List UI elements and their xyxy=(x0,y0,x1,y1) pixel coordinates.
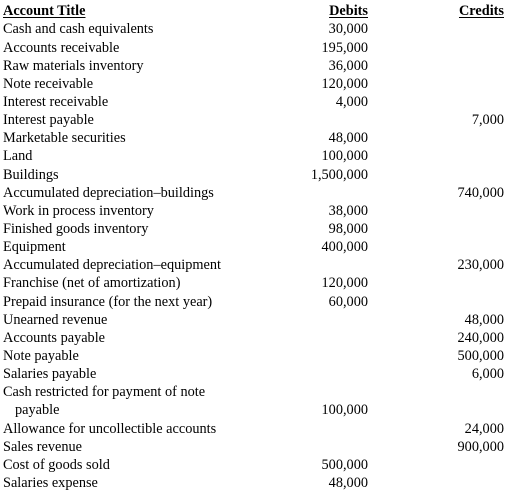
credit-cell: 240,000 xyxy=(457,329,504,346)
account-title-cell: Accounts payable xyxy=(3,329,106,346)
account-title-cell: Salaries payable xyxy=(3,366,97,383)
credit-cell: 230,000 xyxy=(457,257,504,274)
account-title-cell: Buildings xyxy=(3,166,59,183)
debit-cell: 100,000 xyxy=(321,402,368,419)
account-title-cell: Interest payable xyxy=(3,112,94,129)
table-row xyxy=(3,129,507,147)
table-row xyxy=(3,202,507,220)
table-row xyxy=(3,220,507,238)
table-row xyxy=(3,147,507,165)
debit-cell: 30,000 xyxy=(328,21,368,38)
account-title-cell: Equipment xyxy=(3,239,66,256)
table-row xyxy=(3,293,507,311)
debit-cell: 48,000 xyxy=(328,475,368,491)
debit-cell: 4,000 xyxy=(335,94,368,111)
table-row xyxy=(3,184,507,202)
debit-cell: 1,500,000 xyxy=(310,166,368,183)
account-title-cell: Interest receivable xyxy=(3,94,109,111)
debit-cell: 38,000 xyxy=(328,202,368,219)
debit-cell: 98,000 xyxy=(328,221,368,238)
account-title-cell: Accounts receivable xyxy=(3,39,120,56)
debit-cell: 120,000 xyxy=(321,275,368,292)
debit-cell: 60,000 xyxy=(328,293,368,310)
table-row xyxy=(3,238,507,256)
credit-cell: 500,000 xyxy=(457,348,504,365)
account-title-cell: Cash restricted for payment of note xyxy=(3,384,206,401)
debit-cell: 100,000 xyxy=(321,148,368,165)
table-row xyxy=(3,311,507,329)
credit-cell: 48,000 xyxy=(464,311,504,328)
account-title-cell: Allowance for uncollectible accounts xyxy=(3,420,217,437)
account-title-cell: Accumulated depreciation–equipment xyxy=(3,257,221,274)
account-title-cell: payable xyxy=(15,402,60,419)
table-row xyxy=(3,21,507,39)
table-row xyxy=(3,383,507,401)
debit-cell: 48,000 xyxy=(328,130,368,147)
account-title-cell: Sales revenue xyxy=(3,438,82,455)
table-row xyxy=(3,456,507,474)
debit-cell: 36,000 xyxy=(328,57,368,74)
table-row xyxy=(3,365,507,383)
credit-cell: 24,000 xyxy=(464,420,504,437)
account-title-cell: Land xyxy=(3,148,33,165)
account-title-cell: Note receivable xyxy=(3,75,94,92)
header-credits-label: Credits xyxy=(458,3,504,19)
table-row xyxy=(3,39,507,57)
table-header xyxy=(3,2,507,21)
account-title-cell: Work in process inventory xyxy=(3,202,154,219)
account-title-cell: Cash and cash equivalents xyxy=(3,21,154,38)
account-title-cell: Prepaid insurance (for the next year) xyxy=(3,293,213,310)
debit-cell: 400,000 xyxy=(321,239,368,256)
debit-cell: 500,000 xyxy=(321,456,368,473)
header-debits xyxy=(291,2,368,21)
credit-cell: 740,000 xyxy=(457,184,504,201)
account-title-cell: Salaries expense xyxy=(3,475,98,491)
header-account-title xyxy=(3,2,291,21)
table-row xyxy=(3,347,507,365)
account-title-cell: Franchise (net of amortization) xyxy=(3,275,181,292)
table-row xyxy=(3,57,507,75)
account-title-cell: Finished goods inventory xyxy=(3,221,149,238)
table-row xyxy=(3,401,507,419)
table-row xyxy=(3,274,507,292)
account-title-cell: Note payable xyxy=(3,348,79,365)
table-row xyxy=(3,420,507,438)
table-row xyxy=(3,329,507,347)
table-row xyxy=(3,256,507,274)
debit-cell: 195,000 xyxy=(321,39,368,56)
table-row xyxy=(3,166,507,184)
credit-cell: 7,000 xyxy=(471,112,504,129)
table-row xyxy=(3,474,507,492)
account-title-cell: Cost of goods sold xyxy=(3,456,110,473)
table-row xyxy=(3,111,507,129)
credit-cell: 900,000 xyxy=(457,438,504,455)
debit-cell: 120,000 xyxy=(321,75,368,92)
account-title-cell: Raw materials inventory xyxy=(3,57,144,74)
account-title-cell: Unearned revenue xyxy=(3,311,108,328)
table-row xyxy=(3,93,507,111)
credit-cell: 6,000 xyxy=(471,366,504,383)
header-account-title-label: Account Title xyxy=(3,3,86,19)
account-title-cell: Marketable securities xyxy=(3,130,126,147)
account-title-cell: Accumulated depreciation–buildings xyxy=(3,184,214,201)
table-row xyxy=(3,438,507,456)
table-row xyxy=(3,75,507,93)
header-credits xyxy=(368,2,504,21)
header-debits-label: Debits xyxy=(329,3,368,19)
